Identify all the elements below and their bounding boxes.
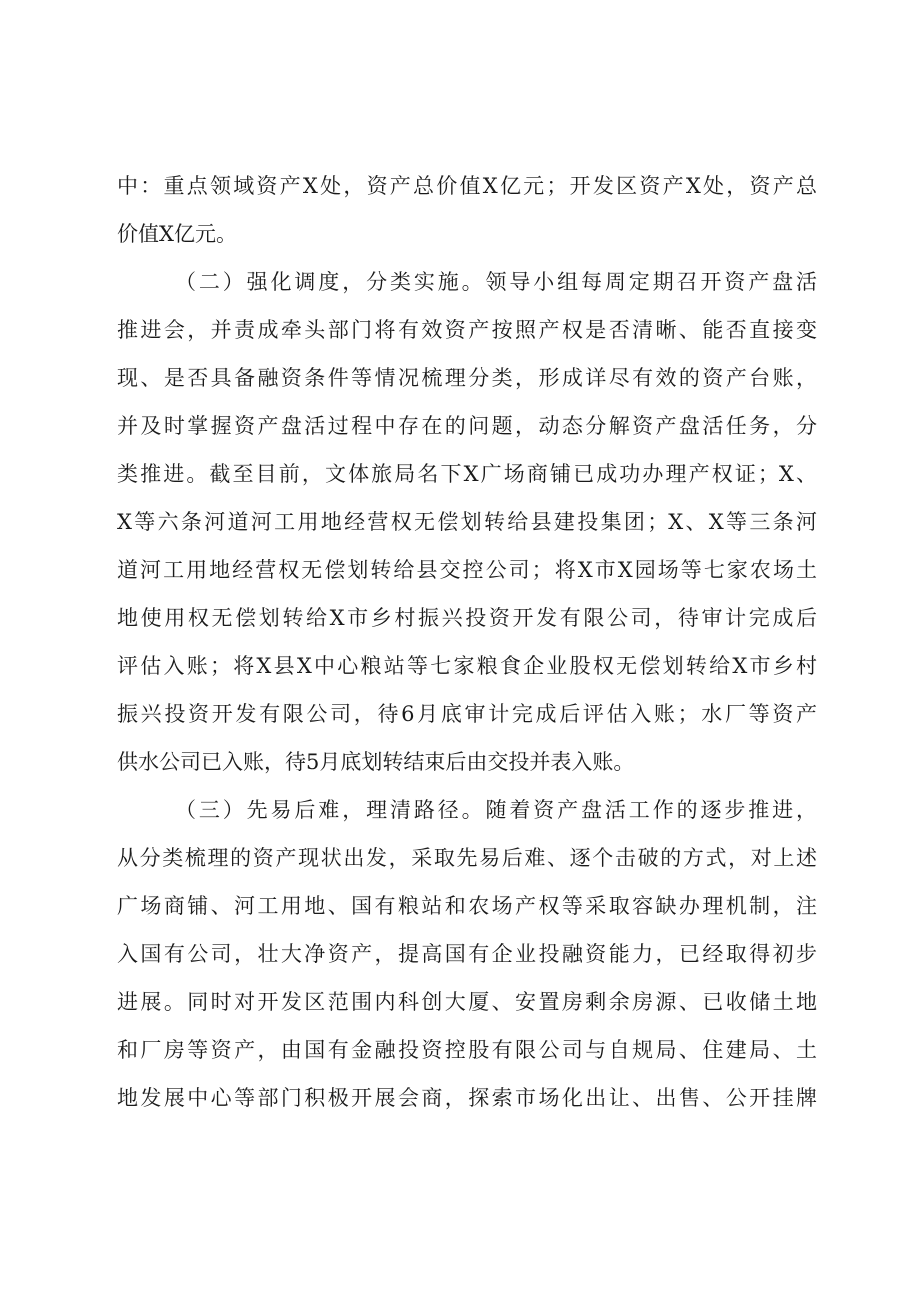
- paragraph-2-line-6: X等六条河道河工用地经营权无偿划转给县建投集团；X、X等三条河: [117, 510, 817, 534]
- paragraph-2-line-4: 并及时掌握资产盘活过程中存在的问题，动态分解资产盘活任务，分: [117, 414, 817, 438]
- paragraph-3-line-6: 和厂房等资产，由国有金融投资控股有限公司与自规局、住建局、土: [117, 1038, 817, 1062]
- paragraph-3-line-1: （三）先易后难，理清路径。随着资产盘活工作的逐步推进，: [175, 798, 817, 822]
- paragraph-2-line-9: 评估入账；将X县X中心粮站等七家粮食企业股权无偿划转给X市乡村: [117, 654, 817, 678]
- paragraph-1-line-1: 中：重点领域资产X处，资产总价值X亿元；开发区资产X处，资产总: [117, 174, 817, 198]
- paragraph-1-line-2: 价值X亿元。: [117, 222, 237, 246]
- paragraph-2-line-8: 地使用权无偿划转给X市乡村振兴投资开发有限公司，待审计完成后: [117, 606, 817, 630]
- paragraph-3-line-4: 入国有公司，壮大净资产，提高国有企业投融资能力，已经取得初步: [117, 942, 817, 966]
- paragraph-3-line-2: 从分类梳理的资产现状出发，采取先易后难、逐个击破的方式，对上述: [117, 846, 817, 870]
- paragraph-3-line-5: 进展。同时对开发区范围内科创大厦、安置房剩余房源、已收储土地: [117, 990, 817, 1014]
- paragraph-2-line-3: 现、是否具备融资条件等情况梳理分类，形成详尽有效的资产台账，: [117, 366, 817, 390]
- paragraph-2-line-10: 振兴投资开发有限公司，待6月底审计完成后评估入账；水厂等资产: [117, 702, 817, 726]
- paragraph-3-line-3: 广场商铺、河工用地、国有粮站和农场产权等采取容缺办理机制，注: [117, 894, 817, 918]
- paragraph-2-line-2: 推进会，并责成牵头部门将有效资产按照产权是否清晰、能否直接变: [117, 318, 817, 342]
- paragraph-2-line-11: 供水公司已入账，待5月底划转结束后由交投并表入账。: [117, 750, 635, 774]
- paragraph-2-line-1: （二）强化调度，分类实施。领导小组每周定期召开资产盘活: [175, 270, 817, 294]
- paragraph-2-line-7: 道河工用地经营权无偿划转给县交控公司；将X市X园场等七家农场土: [117, 558, 817, 582]
- paragraph-3-line-7: 地发展中心等部门积极开展会商，探索市场化出让、出售、公开挂牌: [117, 1086, 817, 1110]
- paragraph-2-line-5: 类推进。截至目前，文体旅局名下X广场商铺已成功办理产权证；X、: [117, 462, 817, 486]
